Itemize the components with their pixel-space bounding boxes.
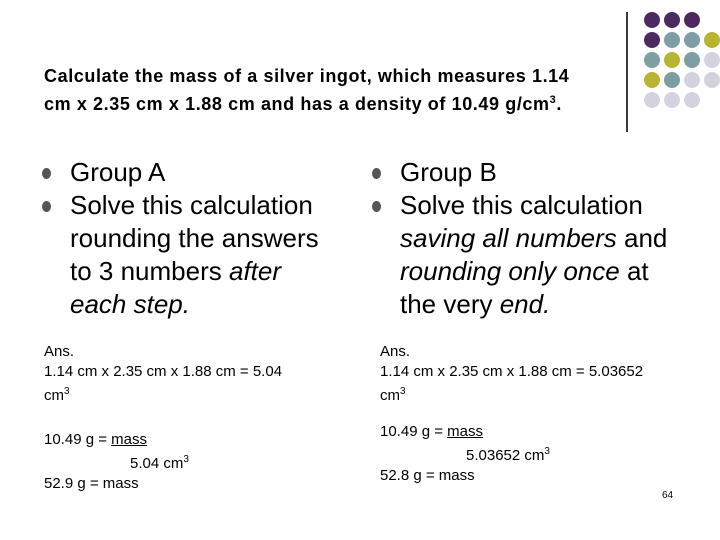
title-line-2: cm x 2.35 cm x 1.88 cm and has a density of 10.49 $g/cm^3$. xyxy=(44,94,562,114)
title-line-1: Calculate the mass of a silver ingot, which measures 1.14 xyxy=(44,66,570,86)
group-b-heading: Group B xyxy=(370,156,680,189)
group-a-instruction: Solve this calculation rounding the answers to 3 numbers after each step. xyxy=(40,189,340,321)
decorative-dot xyxy=(664,12,680,28)
group-a-bullets xyxy=(40,156,340,321)
decorative-dot xyxy=(704,52,720,68)
group-b-mass-calc xyxy=(380,422,700,486)
answer-label: Ans. xyxy=(380,343,411,360)
decorative-dot xyxy=(704,72,720,88)
decorative-dot xyxy=(644,12,660,28)
group-b-instruction: Solve this calculation saving all numbers and rounding only once at the very end. xyxy=(370,189,680,321)
mass-equation: 10.49 g = mass xyxy=(44,431,147,448)
decorative-dot xyxy=(704,32,720,48)
answer-label: Ans. xyxy=(44,343,75,360)
decorative-dot xyxy=(684,52,700,68)
slide-title xyxy=(44,64,684,116)
group-b-bullets xyxy=(370,156,680,321)
page-number: 64 xyxy=(662,490,674,501)
mass-denominator: 5.04 $cm^3$ xyxy=(130,454,189,472)
group-b-answer xyxy=(380,342,700,406)
decorative-dot xyxy=(664,32,680,48)
group-a-heading: Group A xyxy=(40,156,340,189)
answer-volume-line: 1.14 cm x 2.35 cm x 1.88 cm = 5.04 xyxy=(44,363,283,380)
mass-equation: 10.49 g = mass xyxy=(380,423,483,440)
decorative-dot xyxy=(684,92,700,108)
bullet-icon xyxy=(42,201,51,212)
bullet-icon xyxy=(42,168,51,179)
answer-volume-unit: $cm^3$ xyxy=(44,386,70,404)
mass-result: 52.9 g = mass xyxy=(44,475,139,492)
answer-volume-line: 1.14 cm x 2.35 cm x 1.88 cm = 5.03652 xyxy=(380,363,644,380)
mass-result: 52.8 g = mass xyxy=(380,467,475,484)
answer-volume-unit: $cm^3$ xyxy=(380,386,406,404)
group-a-mass-calc xyxy=(44,430,344,494)
mass-denominator: 5.03652 $cm^3$ xyxy=(466,446,550,464)
decorative-dot xyxy=(644,32,660,48)
decorative-dot xyxy=(684,72,700,88)
group-a-answer xyxy=(44,342,344,406)
decorative-dot xyxy=(684,12,700,28)
bullet-icon xyxy=(372,201,381,212)
decorative-dot xyxy=(684,32,700,48)
bullet-icon xyxy=(372,168,381,179)
